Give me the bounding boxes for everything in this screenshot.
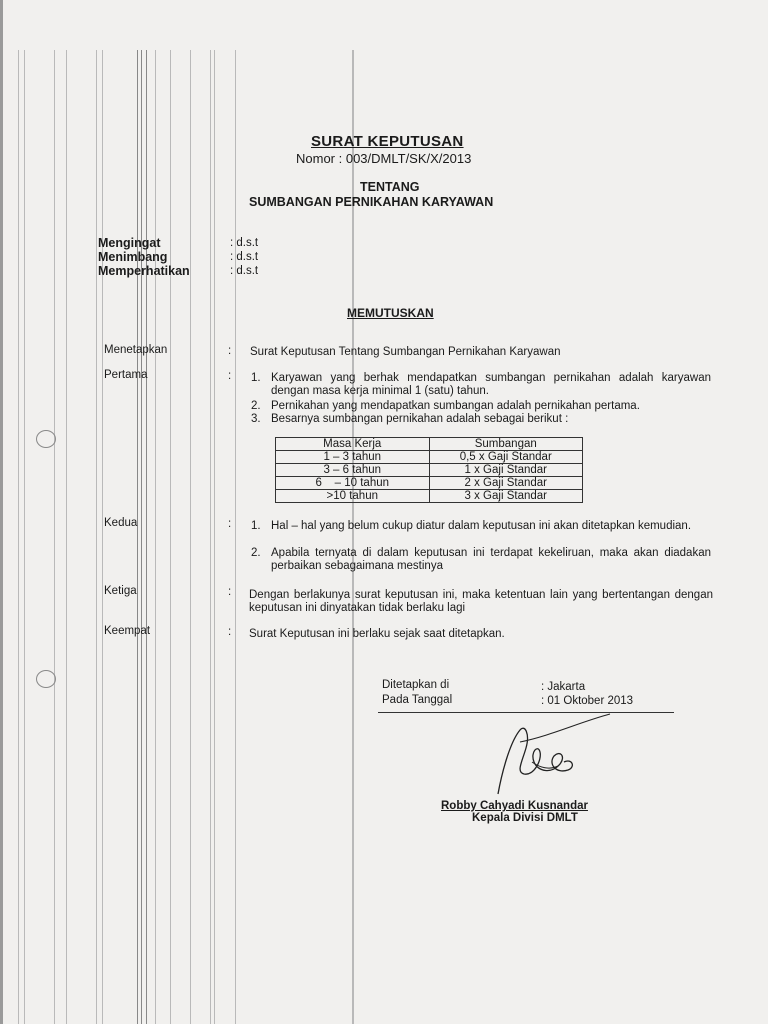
table-row xyxy=(276,451,583,464)
list-item xyxy=(251,520,713,546)
section-label: Ketiga xyxy=(104,585,137,597)
place-label: Ditetapkan di xyxy=(382,679,450,691)
item-number: 1. xyxy=(251,520,261,532)
section-colon: : xyxy=(228,345,232,357)
table-cell: 6 – 10 tahun xyxy=(276,477,430,490)
date-value: : 01 Oktober 2013 xyxy=(541,695,634,707)
signatory-position: Kepala Divisi DMLT xyxy=(472,812,578,824)
table-cell: 1 x Gaji Standar xyxy=(429,464,583,477)
document-title: SURAT KEPUTUSAN xyxy=(311,133,464,150)
column-header: Masa Kerja xyxy=(276,438,430,451)
table-row xyxy=(276,490,583,503)
scan-line xyxy=(102,50,103,1024)
table-row xyxy=(276,464,583,477)
table-row xyxy=(276,477,583,490)
contribution-table xyxy=(275,437,583,503)
ketiga-text-block xyxy=(249,589,713,615)
section-colon: : xyxy=(228,518,232,530)
item-number: 2. xyxy=(251,400,261,412)
section-colon: : xyxy=(228,586,232,598)
table-cell: 2 x Gaji Standar xyxy=(429,477,583,490)
item-number: 2. xyxy=(251,547,261,559)
scan-line xyxy=(54,50,55,1024)
scan-line xyxy=(66,50,67,1024)
table-cell: 0,5 x Gaji Standar xyxy=(429,451,583,464)
menetapkan-text: Surat Keputusan Tentang Sumbangan Pernikahan Karyawan xyxy=(250,346,561,358)
column-header: Sumbangan xyxy=(429,438,583,451)
scan-line xyxy=(137,50,138,1024)
document-number: Nomor : 003/DMLT/SK/X/2013 xyxy=(296,151,472,166)
section-colon: : xyxy=(228,626,232,638)
preamble-label: Mengingat xyxy=(98,236,161,250)
scan-line xyxy=(235,50,236,1024)
table-header-row xyxy=(276,438,583,451)
list-item xyxy=(251,400,713,413)
scan-line xyxy=(96,50,97,1024)
preamble-value: : d.s.t xyxy=(230,265,259,277)
scan-line xyxy=(214,50,215,1024)
section-colon: : xyxy=(228,370,232,382)
scan-line xyxy=(155,50,156,1024)
item-number: 3. xyxy=(251,413,261,425)
preamble-value: : d.s.t xyxy=(230,251,259,263)
section-label: Keempat xyxy=(104,625,151,637)
document-subject: SUMBANGAN PERNIKAHAN KARYAWAN xyxy=(249,195,494,209)
scan-line xyxy=(141,50,142,1024)
scan-line xyxy=(170,50,171,1024)
scan-line xyxy=(190,50,191,1024)
section-label: Kedua xyxy=(104,517,138,529)
table-cell: 3 x Gaji Standar xyxy=(429,490,583,503)
list-item xyxy=(251,372,713,398)
scan-left-edge xyxy=(0,0,3,1024)
preamble-label: Menimbang xyxy=(98,250,168,264)
table-cell: >10 tahun xyxy=(276,490,430,503)
punch-hole xyxy=(36,430,56,448)
section-label: Menetapkan xyxy=(104,344,168,356)
item-text: Apabila ternyata di dalam keputusan ini terdapat kekeliruan, maka akan diadakan perbaikan sebagaimana mestinya xyxy=(271,547,711,572)
item-text: Hal – hal yang belum cukup diatur dalam keputusan ini akan ditetapkan kemudian. xyxy=(271,520,692,532)
tentang-heading: TENTANG xyxy=(360,180,420,194)
keempat-text: Surat Keputusan ini berlaku sejak saat ditetapkan. xyxy=(249,628,505,640)
preamble-value: : d.s.t xyxy=(230,237,259,249)
scan-line xyxy=(24,50,25,1024)
table-cell: 3 – 6 tahun xyxy=(276,464,430,477)
item-number: 1. xyxy=(251,372,261,384)
signatory-name: Robby Cahyadi Kusnandar xyxy=(441,800,588,812)
list-item xyxy=(251,547,713,573)
preamble-label: Memperhatikan xyxy=(98,264,190,278)
item-text: Besarnya sumbangan pernikahan adalah sebagai berikut : xyxy=(271,413,569,425)
memutuskan-heading: MEMUTUSKAN xyxy=(347,306,434,320)
section-label: Pertama xyxy=(104,369,148,381)
date-label: Pada Tanggal xyxy=(382,694,453,706)
table-cell: 1 – 3 tahun xyxy=(276,451,430,464)
scan-line xyxy=(18,50,19,1024)
list-item xyxy=(251,413,713,426)
item-text: Karyawan yang berhak mendapatkan sumbangan pernikahan adalah karyawan dengan masa kerja minimal 1 (satu) tahun. xyxy=(271,372,711,397)
place-value: : Jakarta xyxy=(541,681,586,693)
item-text: Pernikahan yang mendapatkan sumbangan adalah pernikahan pertama. xyxy=(271,400,640,412)
scan-line xyxy=(146,50,147,1024)
scan-line xyxy=(210,50,211,1024)
punch-hole xyxy=(36,670,56,688)
ketiga-text: Dengan berlakunya surat keputusan ini, maka ketentuan lain yang bertentangan dengan keputusan ini dinyatakan tidak berlaku lagi xyxy=(249,589,713,614)
signature-image xyxy=(480,712,620,802)
